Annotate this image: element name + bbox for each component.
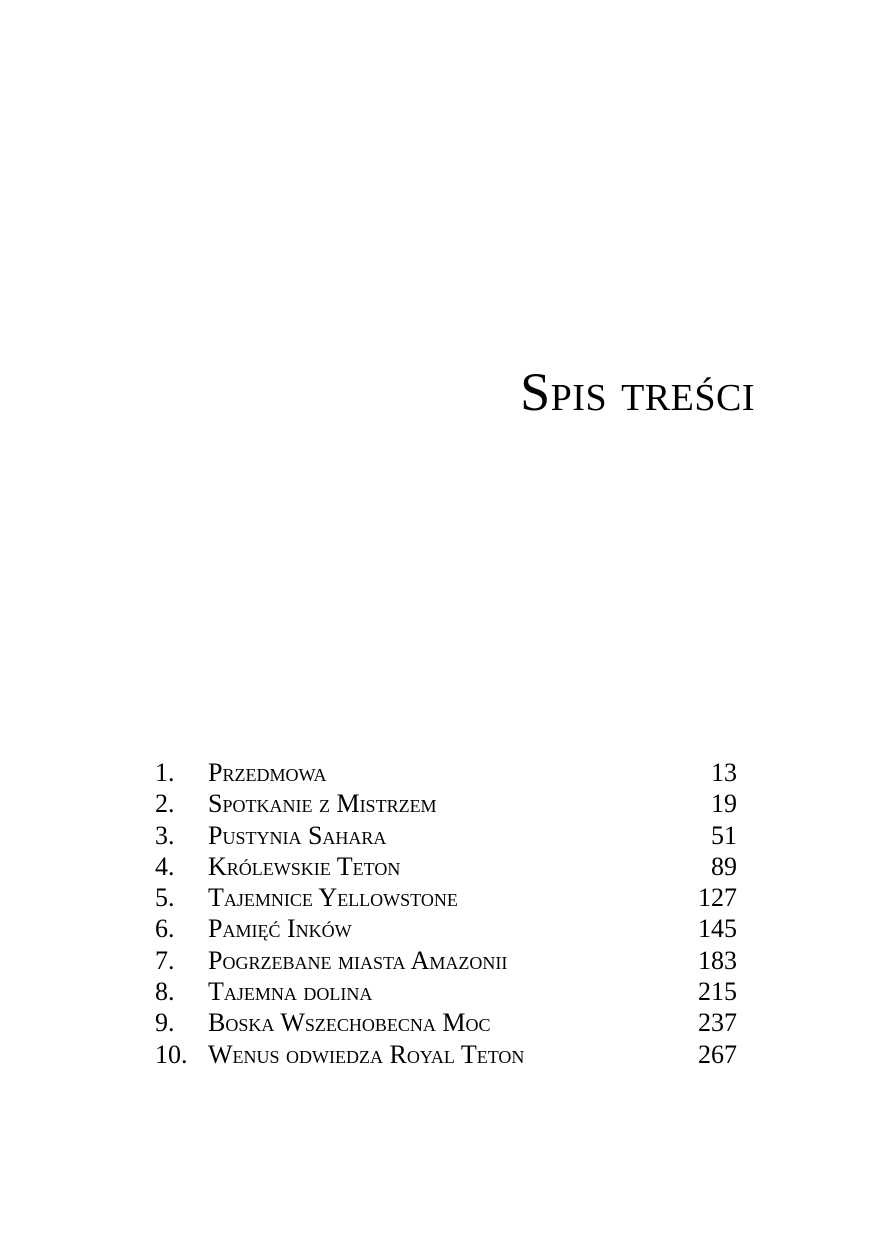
toc-entry-page-number: 127	[698, 883, 737, 913]
toc-entry-title: Wenus odwiedza Royal Teton	[208, 1039, 525, 1069]
toc-entry-page-number: 237	[698, 1008, 737, 1038]
toc-entry-title: Pogrzebane miasta Amazonii	[208, 945, 508, 975]
toc-entry-title: Tajemna dolina	[208, 977, 373, 1007]
toc-entry-page-number: 19	[711, 789, 737, 819]
toc-entry-title: Przedmowa	[208, 758, 327, 787]
toc-entry	[155, 851, 740, 882]
toc-entry-page-number: 183	[698, 945, 737, 975]
table-of-contents	[155, 757, 740, 1070]
toc-entry	[155, 788, 740, 819]
toc-entry-number: 8.	[155, 977, 175, 1007]
toc-entry-title: Pamięć Inków	[208, 914, 352, 944]
toc-entry-number: 10.	[155, 1039, 188, 1069]
toc-entry-page-number: 89	[711, 851, 737, 881]
toc-entry	[155, 945, 740, 976]
toc-entry-number: 2.	[155, 789, 175, 819]
toc-entry-title: Pustynia Sahara	[208, 820, 387, 850]
toc-entry-title: Spotkanie z Mistrzem	[208, 789, 437, 819]
toc-entry-number: 1.	[155, 758, 175, 787]
toc-entry	[155, 913, 740, 944]
toc-entry-number: 4.	[155, 851, 175, 881]
toc-entry-page-number: 13	[711, 758, 737, 787]
toc-entry-title: Królewskie Teton	[208, 851, 401, 881]
toc-entry-number: 9.	[155, 1008, 175, 1038]
toc-entry-title: Boska Wszechobecna Moc	[208, 1008, 491, 1038]
toc-entry-page-number: 215	[698, 977, 737, 1007]
toc-entry	[155, 820, 740, 851]
toc-entry-number: 7.	[155, 945, 175, 975]
toc-entry-page-number: 145	[698, 914, 737, 944]
toc-entry	[155, 882, 740, 913]
toc-entry-page-number: 51	[711, 820, 737, 850]
page-title: Spis treści	[520, 362, 755, 422]
toc-entry	[155, 1039, 740, 1070]
toc-entry-page-number: 267	[698, 1039, 737, 1069]
toc-entry	[155, 1007, 740, 1038]
toc-entry-number: 5.	[155, 883, 175, 913]
toc-entry-number: 6.	[155, 914, 175, 944]
toc-entry-number: 3.	[155, 820, 175, 850]
toc-entry	[155, 757, 740, 788]
toc-entry	[155, 976, 740, 1007]
toc-entry-title: Tajemnice Yellowstone	[208, 883, 458, 913]
